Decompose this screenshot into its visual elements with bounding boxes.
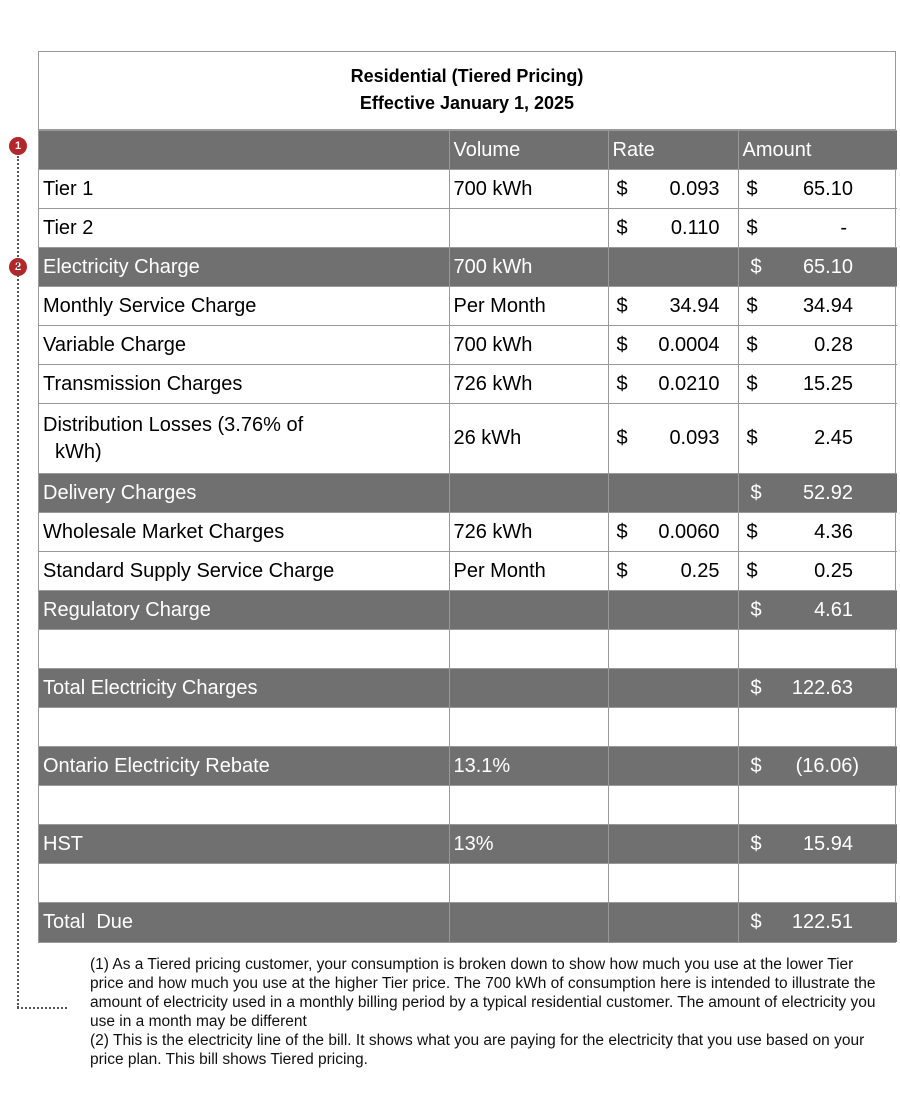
row-rate: $ 34.94 bbox=[608, 287, 738, 326]
row-rate bbox=[608, 903, 738, 942]
row-rate: $ 0.093 bbox=[608, 404, 738, 474]
row-rate bbox=[608, 474, 738, 513]
row-amount: $ (16.06) bbox=[738, 747, 897, 786]
row-rate: $ 0.110 bbox=[608, 209, 738, 248]
row-volume: 700 kWh bbox=[449, 248, 608, 287]
footnotes bbox=[90, 955, 880, 1069]
row-label: Standard Supply Service Charge bbox=[39, 552, 449, 591]
table-row bbox=[39, 552, 897, 591]
row-label: Transmission Charges bbox=[39, 365, 449, 404]
row-volume bbox=[449, 669, 608, 708]
row-label: Monthly Service Charge bbox=[39, 287, 449, 326]
row-volume bbox=[449, 474, 608, 513]
row-label: Tier 1 bbox=[39, 170, 449, 209]
tax-row bbox=[39, 825, 897, 864]
billing-table bbox=[39, 130, 897, 942]
row-volume: Per Month bbox=[449, 552, 608, 591]
row-volume: 726 kWh bbox=[449, 365, 608, 404]
spacer-row bbox=[39, 630, 897, 669]
row-amount: $ 2.45 bbox=[738, 404, 897, 474]
spacer-row bbox=[39, 786, 897, 825]
row-label: Tier 2 bbox=[39, 209, 449, 248]
subtotal-row bbox=[39, 474, 897, 513]
table-header-row bbox=[39, 131, 897, 170]
row-amount: $ 52.92 bbox=[738, 474, 897, 513]
table-row bbox=[39, 287, 897, 326]
total-row bbox=[39, 669, 897, 708]
row-label: Electricity Charge bbox=[39, 248, 449, 287]
row-amount: $ 0.28 bbox=[738, 326, 897, 365]
row-volume: 726 kWh bbox=[449, 513, 608, 552]
table-title-line1: Residential (Tiered Pricing) bbox=[350, 66, 584, 86]
header-rate: Rate bbox=[608, 131, 738, 170]
row-label: Regulatory Charge bbox=[39, 591, 449, 630]
row-amount: $ 4.61 bbox=[738, 591, 897, 630]
header-amount: Amount bbox=[738, 131, 897, 170]
table-row bbox=[39, 513, 897, 552]
footnote-marker-1: 1 bbox=[9, 137, 27, 155]
footnote-1: (1) As a Tiered pricing customer, your consumption is broken down to show how much you use at the lower Tier price and how much you use at the higher Tier price. The 700 kWh of consumption here is intended to illustrate the amount of electricity used in a monthly billing period by a typical residential customer. The amount of electricity you use in a month may be different bbox=[90, 956, 876, 1030]
row-rate bbox=[608, 825, 738, 864]
table-title-line2: Effective January 1, 2025 bbox=[359, 93, 575, 113]
row-amount: $ 65.10 bbox=[738, 248, 897, 287]
row-volume bbox=[449, 903, 608, 942]
table-row bbox=[39, 326, 897, 365]
row-volume: 700 kWh bbox=[449, 326, 608, 365]
spacer-row bbox=[39, 864, 897, 903]
rate-table-sheet bbox=[38, 51, 896, 943]
header-volume: Volume bbox=[449, 131, 608, 170]
row-amount: $ 15.94 bbox=[738, 825, 897, 864]
header-label bbox=[39, 131, 449, 170]
row-amount: $ - bbox=[738, 209, 897, 248]
row-rate bbox=[608, 669, 738, 708]
row-label: Variable Charge bbox=[39, 326, 449, 365]
row-volume: 13% bbox=[449, 825, 608, 864]
table-row bbox=[39, 209, 897, 248]
row-amount: $ 65.10 bbox=[738, 170, 897, 209]
row-label: Total Electricity Charges bbox=[39, 669, 449, 708]
footnote-2: (2) This is the electricity line of the bill. It shows what you are paying for the electricity that you use based on your price plan. This bill shows Tiered pricing. bbox=[90, 1032, 865, 1068]
table-row bbox=[39, 404, 897, 474]
row-amount: $ 0.25 bbox=[738, 552, 897, 591]
row-rate bbox=[608, 747, 738, 786]
row-label-line1: Distribution Losses (3.76% of bbox=[43, 413, 304, 436]
table-title bbox=[39, 52, 895, 130]
row-label: Delivery Charges bbox=[39, 474, 449, 513]
table-row bbox=[39, 365, 897, 404]
row-label: Wholesale Market Charges bbox=[39, 513, 449, 552]
footnote-marker-2: 2 bbox=[9, 258, 27, 276]
row-amount: $ 122.63 bbox=[738, 669, 897, 708]
row-volume: 26 kWh bbox=[449, 404, 608, 474]
row-label: HST bbox=[39, 825, 449, 864]
row-rate: $ 0.0004 bbox=[608, 326, 738, 365]
row-volume bbox=[449, 209, 608, 248]
row-rate: $ 0.0060 bbox=[608, 513, 738, 552]
rebate-row bbox=[39, 747, 897, 786]
row-rate: $ 0.25 bbox=[608, 552, 738, 591]
row-volume: 700 kWh bbox=[449, 170, 608, 209]
row-rate: $ 0.0210 bbox=[608, 365, 738, 404]
subtotal-row bbox=[39, 591, 897, 630]
row-amount: $ 4.36 bbox=[738, 513, 897, 552]
row-label-line2: kWh) bbox=[55, 440, 102, 463]
subtotal-row bbox=[39, 248, 897, 287]
row-volume bbox=[449, 591, 608, 630]
row-label: Total Due bbox=[39, 903, 449, 942]
callout-connector-line bbox=[17, 156, 19, 1008]
row-rate bbox=[608, 591, 738, 630]
row-amount: $ 34.94 bbox=[738, 287, 897, 326]
total-due-row bbox=[39, 903, 897, 942]
spacer-row bbox=[39, 708, 897, 747]
callout-connector-tail bbox=[17, 1007, 67, 1009]
row-rate bbox=[608, 248, 738, 287]
row-volume: Per Month bbox=[449, 287, 608, 326]
row-rate: $ 0.093 bbox=[608, 170, 738, 209]
row-amount: $ 122.51 bbox=[738, 903, 897, 942]
table-row bbox=[39, 170, 897, 209]
row-label: Ontario Electricity Rebate bbox=[39, 747, 449, 786]
row-amount: $ 15.25 bbox=[738, 365, 897, 404]
row-volume: 13.1% bbox=[449, 747, 608, 786]
row-label bbox=[39, 404, 449, 474]
